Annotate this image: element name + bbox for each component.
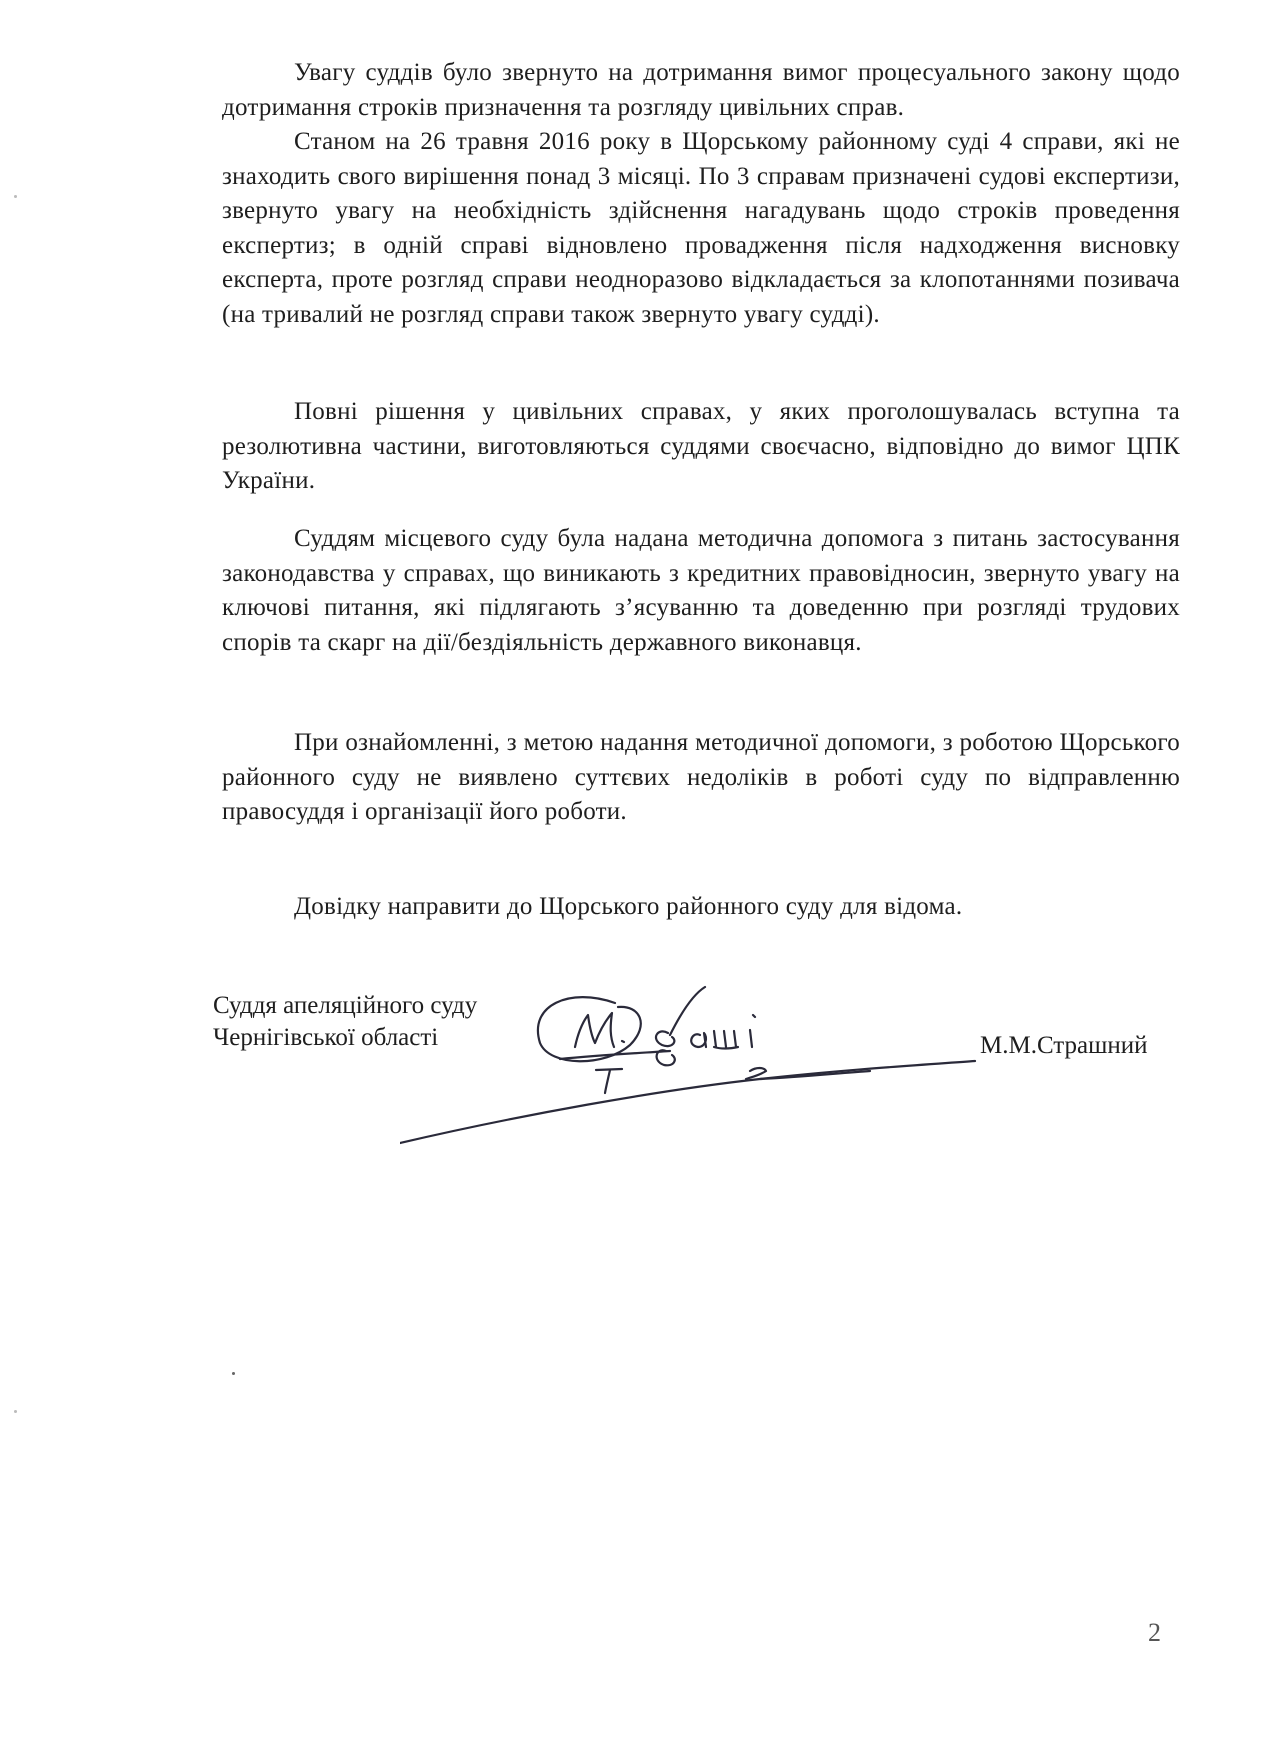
scan-speck [232,1372,235,1375]
paragraph-methodical-help: Суддям місцевого суду була надана методична допомога з питань застосування законодавства у справах, що виникають з кредитних правовідносин, звернуто увагу на ключові питання, які підлягають з’ясуванню та доведенню при розгляді трудових спорів та скарг на дії/бездіяльність державного виконавця. [222,525,1180,656]
paragraph-procedural-law: Увагу суддів було звернуто на дотримання вимог процесуального закону щодо дотримання строків призначення та розгляду цивільних справ. [222,59,1180,121]
signer-title-line-1: Суддя апеляційного суду [213,992,478,1019]
page-number: 2 [1148,1618,1161,1647]
paragraph-send-notice: Довідку направити до Щорського районного суду для відома. [294,893,963,920]
signer-title-line-2: Чернігівської області [213,1024,439,1051]
scan-speck [14,195,17,198]
paragraph-case-status: Станом на 26 травня 2016 року в Щорському районному суді 4 справи, які не знаходить свого вирішення понад 3 місяці. По 3 справам призначені судові експертизи, звернуто увагу на необхідність здійснення нагадувань щодо строків проведення експертиз; в одній справі відновлено провадження після надходження висновку експерта, проте розгляд справи неодноразово відкладається за клопотаннями позивача (на тривалий не розгляд справи також звернуто увагу судді). [222,128,1180,328]
handwritten-signature [400,975,980,1145]
paragraph-full-decisions: Повні рішення у цивільних справах, у яких проголошувалась вступна та резолютивна частини, виготовляються суддями своєчасно, відповідно до вимог ЦПК України. [222,398,1180,494]
paragraph-review-result: При ознайомленні, з метою надання методичної допомоги, з роботою Щорського районного суду не виявлено суттєвих недоліків в роботі суду по відправленню правосуддя і організації його роботи. [222,729,1180,825]
signer-name: М.М.Страшний [980,1032,1148,1059]
scan-speck [14,1410,17,1413]
